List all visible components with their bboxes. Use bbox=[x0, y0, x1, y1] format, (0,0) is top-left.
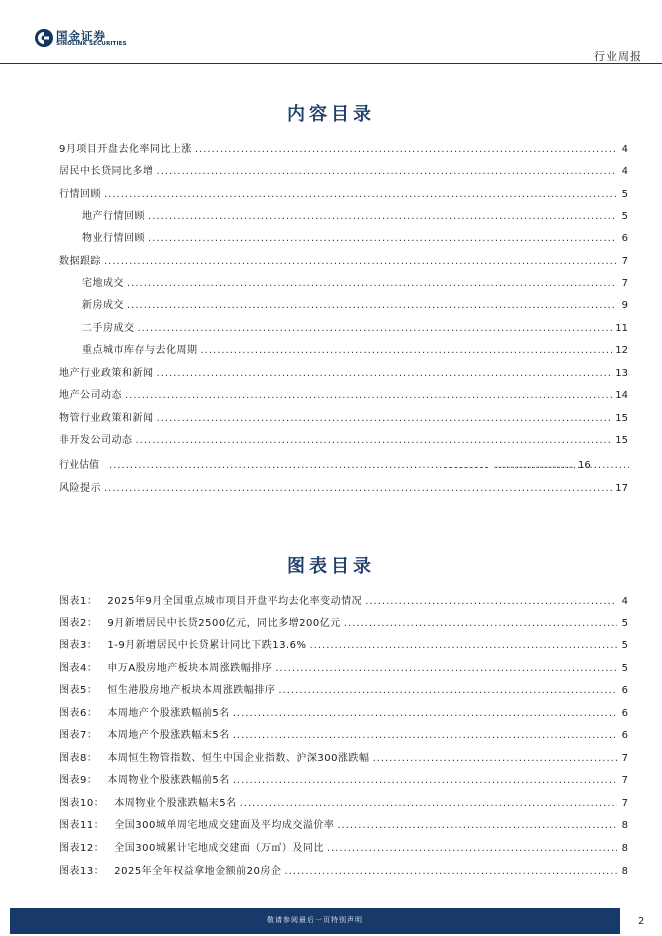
figure-item[interactable] bbox=[59, 864, 628, 880]
toc-item-text: 宅地成交 bbox=[82, 278, 124, 289]
figure-number: 图表5： bbox=[59, 685, 98, 696]
figure-item[interactable] bbox=[59, 616, 628, 632]
toc-item-text: 新房成交 bbox=[82, 300, 124, 311]
figure-page: 6 bbox=[621, 708, 628, 719]
toc-item-text: 二手房成交 bbox=[82, 323, 135, 334]
figure-title: 本周物业个股涨跌幅前5名 bbox=[107, 775, 230, 786]
leader-dots bbox=[148, 231, 617, 247]
figure-page: 8 bbox=[621, 866, 628, 877]
figure-page: 7 bbox=[621, 753, 628, 764]
toc-item[interactable] bbox=[59, 433, 628, 449]
figure-number: 图表6： bbox=[59, 708, 98, 719]
toc-item-text: 物管行业政策和新闻 bbox=[59, 413, 154, 424]
leader-dots bbox=[327, 841, 617, 857]
leader-dots bbox=[284, 864, 617, 880]
toc-item-text: 地产公司动态 bbox=[59, 390, 122, 401]
figure-title: 全国300城累计宅地成交建面（万㎡）及同比 bbox=[114, 843, 324, 854]
leader-dots bbox=[495, 458, 575, 474]
leader-dots bbox=[127, 298, 617, 314]
figure-number: 图表10： bbox=[59, 798, 105, 809]
figure-title: 全国300城单周宅地成交建面及平均成交溢价率 bbox=[114, 820, 335, 831]
leader-dots bbox=[125, 388, 612, 404]
toc-subitem[interactable] bbox=[82, 276, 628, 292]
toc-item-text: 行情回顾 bbox=[59, 189, 101, 200]
leader-dots bbox=[104, 254, 617, 270]
toc-item-text: 数据跟踪 bbox=[59, 256, 101, 267]
sinolink-logo-icon bbox=[34, 28, 54, 48]
figure-page: 6 bbox=[621, 685, 628, 696]
toc-item-page: 7 bbox=[621, 278, 628, 289]
figure-title: 2025年9月全国重点城市项目开盘平均去化率变动情况 bbox=[107, 596, 363, 607]
toc-item[interactable] bbox=[59, 142, 628, 158]
toc-item-page: 6 bbox=[621, 233, 628, 244]
leader-dots bbox=[157, 164, 618, 180]
sinolink-logo bbox=[34, 28, 130, 50]
leader-dots bbox=[136, 433, 613, 449]
figure-number: 图表4： bbox=[59, 663, 98, 674]
figure-number: 图表13： bbox=[59, 866, 105, 877]
figure-page: 7 bbox=[621, 775, 628, 786]
toc-subitem[interactable] bbox=[82, 298, 628, 314]
toc-item[interactable] bbox=[59, 388, 628, 404]
toc-subitem[interactable] bbox=[82, 343, 628, 359]
figure-item[interactable] bbox=[59, 594, 628, 610]
figure-title: 申万A股房地产板块本周涨跌幅排序 bbox=[107, 663, 273, 674]
figure-page: 8 bbox=[621, 843, 628, 854]
footer-disclaimer: 敬请参阅最后一页特别声明 bbox=[267, 916, 363, 924]
leader-dots bbox=[233, 773, 617, 789]
leader-dots bbox=[240, 796, 617, 812]
toc-item-text: 地产行情回顾 bbox=[82, 211, 145, 222]
leader-dots bbox=[275, 661, 617, 677]
figure-page: 5 bbox=[621, 640, 628, 651]
figure-number: 图表1： bbox=[59, 596, 98, 607]
figure-page: 4 bbox=[621, 596, 628, 607]
report-type-label: 行业周报 bbox=[594, 50, 642, 63]
leader-dots bbox=[127, 276, 617, 292]
figure-title: 本周地产个股涨跌幅末5名 bbox=[107, 730, 230, 741]
figure-item[interactable] bbox=[59, 683, 628, 699]
figures-title: 图表目录 bbox=[287, 556, 375, 577]
leader-dots bbox=[365, 594, 617, 610]
page-number: 2 bbox=[638, 916, 645, 927]
figure-page: 5 bbox=[621, 618, 628, 629]
toc-item-text: 物业行情回顾 bbox=[82, 233, 145, 244]
figure-number: 图表11： bbox=[59, 820, 105, 831]
toc-item-page: 7 bbox=[621, 256, 628, 267]
figure-page: 5 bbox=[621, 663, 628, 674]
toc-item-page: 17 bbox=[615, 483, 628, 494]
leader-dots bbox=[372, 751, 617, 767]
toc-subitem[interactable] bbox=[82, 209, 628, 225]
leader-dots bbox=[138, 321, 613, 337]
toc-item-page: 5 bbox=[621, 189, 628, 200]
toc-title: 内容目录 bbox=[287, 104, 375, 125]
toc-item-page: 14 bbox=[615, 390, 628, 401]
toc-item-page: 5 bbox=[621, 211, 628, 222]
toc-subitem[interactable] bbox=[82, 231, 628, 247]
figure-item[interactable] bbox=[59, 818, 628, 834]
leader-dots bbox=[233, 728, 617, 744]
toc-item-page: 15 bbox=[615, 435, 628, 446]
toc-item-text: 重点城市库存与去化周期 bbox=[82, 345, 198, 356]
figure-item[interactable] bbox=[59, 841, 628, 857]
toc-item[interactable] bbox=[59, 411, 628, 427]
figure-title: 本周物业个股涨跌幅末5名 bbox=[114, 798, 237, 809]
toc-item-page: 4 bbox=[621, 144, 628, 155]
figure-title: 1-9月新增居民中长贷累计同比下跌13.6% bbox=[107, 640, 307, 651]
leader-dots bbox=[104, 481, 612, 497]
logo-english-name: SINOLINK SECURITIES bbox=[56, 41, 127, 47]
toc-item-text: 地产行业政策和新闻 bbox=[59, 368, 154, 379]
leader-dots bbox=[309, 638, 617, 654]
toc-item[interactable] bbox=[59, 366, 628, 382]
figure-number: 图表2： bbox=[59, 618, 98, 629]
figure-page: 8 bbox=[621, 820, 628, 831]
toc-item-page: 4 bbox=[621, 166, 628, 177]
toc-item-text: 风险提示 bbox=[59, 483, 101, 494]
toc-item[interactable] bbox=[59, 481, 628, 497]
page-header bbox=[0, 0, 662, 64]
leader-dots bbox=[157, 366, 613, 382]
toc-item-page: 16 bbox=[578, 460, 591, 471]
figure-item[interactable] bbox=[59, 706, 628, 722]
figure-item[interactable] bbox=[59, 773, 628, 789]
toc-item[interactable] bbox=[59, 164, 628, 180]
toc-item-text: 非开发公司动态 bbox=[59, 435, 133, 446]
figure-number: 图表12： bbox=[59, 843, 105, 854]
toc-item-page: 15 bbox=[615, 413, 628, 424]
toc-item-text: 9月项目开盘去化率同比上涨 bbox=[59, 144, 192, 155]
figure-item[interactable] bbox=[59, 796, 628, 812]
figure-title: 2025年全年权益拿地金额前20房企 bbox=[114, 866, 282, 877]
logo-chinese-name: 国金证券 bbox=[56, 29, 106, 43]
leader-dashes bbox=[444, 467, 488, 468]
figure-title: 本周恒生物管指数、恒生中国企业指数、沪深300涨跌幅 bbox=[107, 753, 370, 764]
toc-item[interactable] bbox=[59, 458, 619, 474]
leader-dots bbox=[157, 411, 613, 427]
leader-dots bbox=[344, 616, 617, 632]
toc-item[interactable] bbox=[59, 254, 628, 270]
figure-title: 9月新增居民中长贷2500亿元，同比多增200亿元 bbox=[107, 618, 341, 629]
toc-item-page: 11 bbox=[615, 323, 628, 334]
figure-title: 恒生港股房地产板块本周涨跌幅排序 bbox=[107, 685, 276, 696]
leader-dots bbox=[278, 683, 617, 699]
figure-number: 图表8： bbox=[59, 753, 98, 764]
figure-number: 图表9： bbox=[59, 775, 98, 786]
toc-item-text: 行业估值 bbox=[59, 460, 99, 471]
figure-item[interactable] bbox=[59, 728, 628, 744]
toc-item-page: 12 bbox=[615, 345, 628, 356]
figure-page: 6 bbox=[621, 730, 628, 741]
toc-subitem[interactable] bbox=[82, 321, 628, 337]
toc-item-text: 居民中长贷同比多增 bbox=[59, 166, 154, 177]
leader-dots bbox=[233, 706, 617, 722]
figure-page: 7 bbox=[621, 798, 628, 809]
footer-bar bbox=[10, 908, 620, 934]
leader-dots bbox=[337, 818, 617, 834]
figure-item[interactable] bbox=[59, 751, 628, 767]
header-divider bbox=[0, 63, 662, 64]
toc-item-page: 9 bbox=[621, 300, 628, 311]
toc-item-page: 13 bbox=[615, 368, 628, 379]
figure-title: 本周地产个股涨跌幅前5名 bbox=[107, 708, 230, 719]
leader-dots bbox=[104, 187, 617, 203]
figure-item[interactable] bbox=[59, 638, 628, 654]
leader-dots bbox=[148, 209, 617, 225]
leader-dots bbox=[195, 142, 617, 158]
figure-item[interactable] bbox=[59, 661, 628, 677]
figure-number: 图表3： bbox=[59, 640, 98, 651]
leader-dots bbox=[201, 343, 613, 359]
figure-number: 图表7： bbox=[59, 730, 98, 741]
toc-item[interactable] bbox=[59, 187, 628, 203]
